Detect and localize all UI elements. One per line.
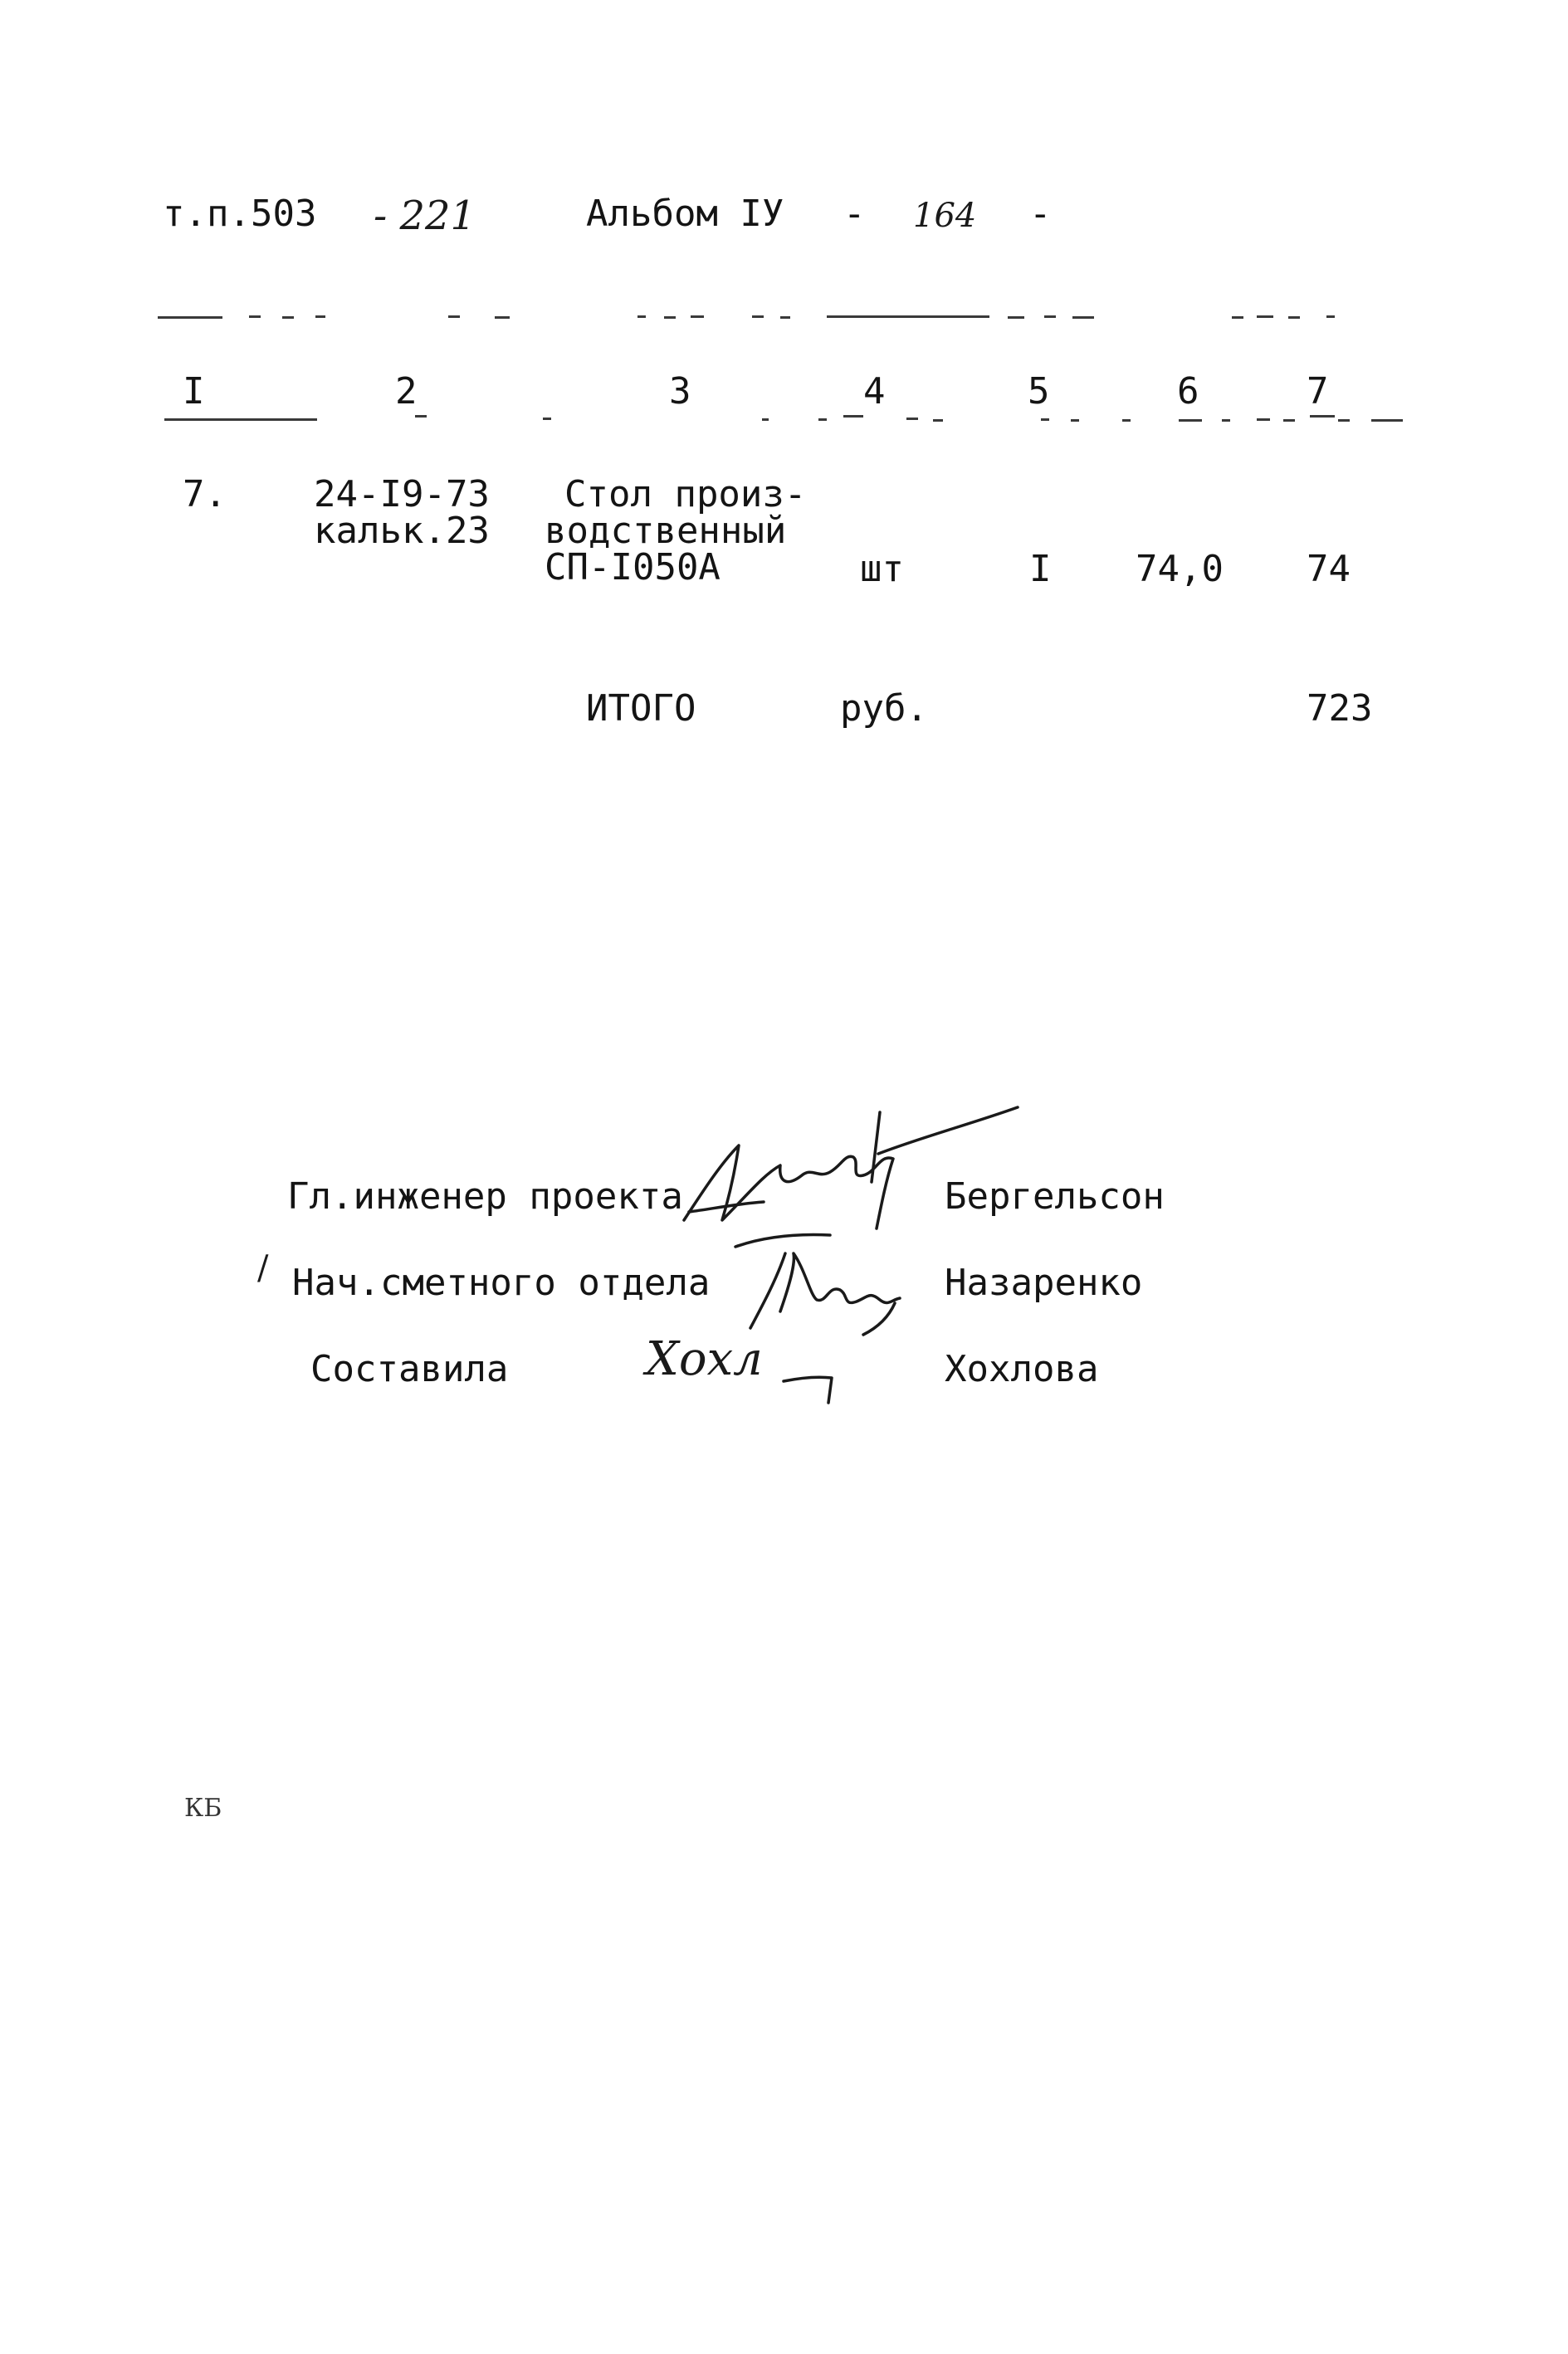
sheet-mark-handwritten: - 221 bbox=[374, 193, 476, 239]
margin-mark: / bbox=[257, 1249, 269, 1287]
signature-role-estimates-head: Нач.сметного отдела bbox=[292, 1262, 711, 1304]
row-unit: шт bbox=[860, 548, 904, 590]
summary-unit: руб. bbox=[840, 687, 928, 730]
column-number-1: I bbox=[183, 370, 205, 413]
row-code-line1: 24-I9-73 bbox=[314, 473, 490, 515]
handwritten-signature-nazarenko bbox=[730, 1220, 913, 1345]
column-number-5: 5 bbox=[1028, 370, 1050, 413]
row-unit-price: 74,0 bbox=[1136, 548, 1224, 590]
signature-tail-stroke bbox=[780, 1370, 847, 1419]
row-quantity: I bbox=[1029, 548, 1052, 590]
row-name-line1: Стол произ- bbox=[564, 473, 807, 515]
album-label: Альбом IУ bbox=[586, 193, 784, 235]
signature-name-bergelson: Бергельсон bbox=[945, 1175, 1165, 1218]
row-name-line2: водственный bbox=[545, 510, 787, 552]
summary-label: ИТОГО bbox=[586, 687, 696, 730]
footer-code: КБ bbox=[184, 1794, 222, 1823]
album-dash: - bbox=[843, 193, 866, 235]
column-number-6: 6 bbox=[1177, 370, 1199, 413]
column-number-3: 3 bbox=[669, 370, 691, 413]
project-ref: т.п.503 bbox=[163, 193, 317, 235]
trailing-dash: - bbox=[1029, 193, 1052, 235]
album-page-handwritten: 164 bbox=[913, 197, 977, 235]
row-number: 7. bbox=[183, 473, 227, 515]
column-number-7: 7 bbox=[1307, 370, 1329, 413]
row-total: 74 bbox=[1307, 548, 1351, 590]
column-number-4: 4 bbox=[863, 370, 886, 413]
summary-total: 723 bbox=[1307, 687, 1373, 730]
handwritten-signature-khokhlova: Хохл bbox=[646, 1332, 763, 1386]
signature-role-compiled-by: Составила bbox=[310, 1348, 509, 1390]
signature-name-khokhlova: Хохлова bbox=[945, 1348, 1099, 1390]
signature-name-nazarenko: Назаренко bbox=[945, 1262, 1143, 1304]
row-code-line2: кальк.23 bbox=[314, 510, 490, 552]
signature-role-chief-engineer: Гл.инженер проекта bbox=[287, 1175, 683, 1218]
column-number-2: 2 bbox=[395, 370, 418, 413]
row-name-line3: СП-I050А bbox=[545, 546, 720, 588]
